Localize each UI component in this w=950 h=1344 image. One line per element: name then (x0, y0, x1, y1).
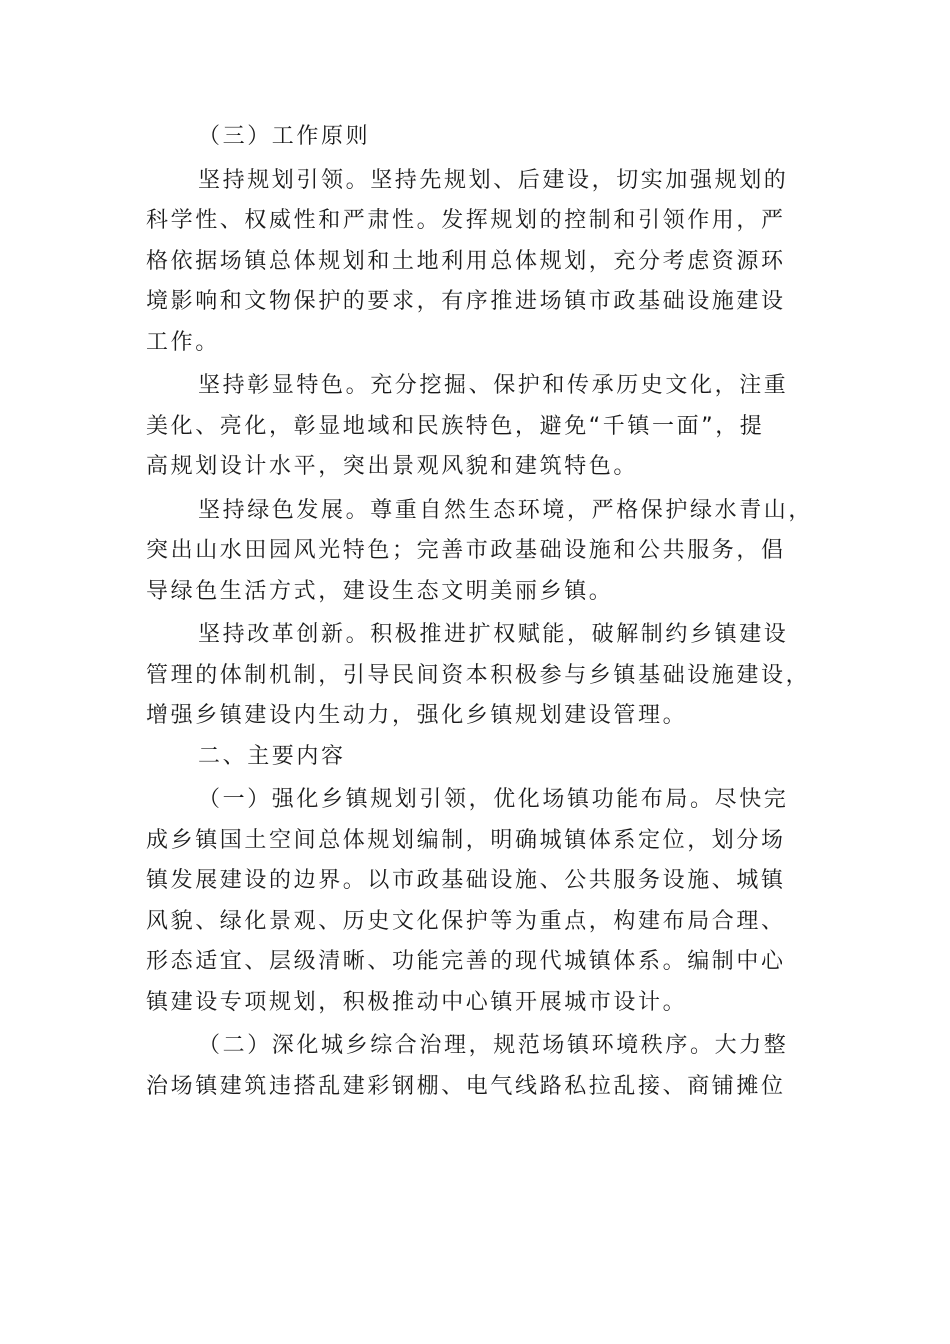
paragraph-principle-reform: 坚持改革创新。积极推进扩权赋能，破解制约乡镇建设 管理的体制机制，引导民间资本积极参与乡镇基础设施建设， 增强乡镇建设内生动力，强化乡镇规划建设管理。 (146, 622, 811, 728)
paragraph-principle-features: 坚持彰显特色。充分挖掘、保护和传承历史文化，注重 美化、亮化，彰显地域和民族特色，避免“千镇一面”，提 高规划设计水平，突出景观风貌和建筑特色。 (146, 373, 789, 479)
section-heading-work-principles: （三）工作原则 (198, 124, 371, 149)
paragraph-principle-green: 坚持绿色发展。尊重自然生态环境，严格保护绿水青山， 突出山水田园风光特色；完善市政基础设施和公共服务，倡 导绿色生活方式，建设生态文明美丽乡镇。 (146, 497, 814, 604)
paragraph-content-item-2: （二）深化城乡综合治理，规范场镇环境秩序。大力整 治场镇建筑违搭乱建彩钢棚、电气线路私拉乱接、商铺摊位 (146, 1033, 789, 1099)
section-heading-main-content: 二、主要内容 (198, 743, 346, 769)
paragraph-content-item-1: （一）强化乡镇规划引领，优化场镇功能布局。尽快完 成乡镇国土空间总体规划编制，明确城镇体系定位，划分场 镇发展建设的边界。以市政基础设施、公共服务设施、城镇 风貌、绿化景观、历史文化保护等为重点，构建布局合理、 形态适宜、层级清晰、功能完善的现代城镇体系。编制中心 镇建设专项规划，积极推动中心镇开展城市设计。 (146, 787, 789, 1015)
document-body (146, 117, 826, 1107)
paragraph-principle-planning: 坚持规划引领。坚持先规划、后建设，切实加强规划的 科学性、权威性和严肃性。发挥规划的控制和引领作用，严 格依据场镇总体规划和土地利用总体规划，充分考虑资源环 境影响和文物保护的要求，有序推进场镇市政基础设施建设 工作。 (146, 167, 789, 355)
